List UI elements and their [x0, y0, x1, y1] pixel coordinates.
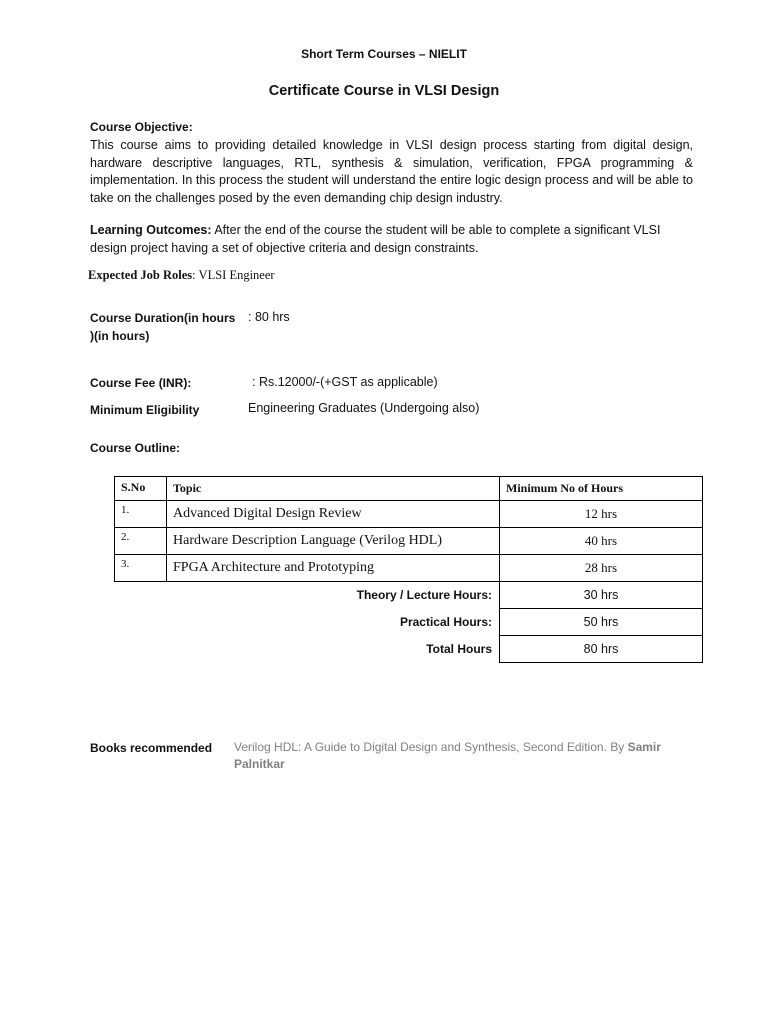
- row-sno: 2.: [115, 528, 167, 555]
- course-outline-table: [114, 476, 703, 663]
- row-hours: 12 hrs: [500, 501, 703, 528]
- summary-label: Total Hours: [426, 642, 492, 656]
- duration-label: Course Duration(in hours )(in hours): [90, 311, 236, 343]
- document-title: Certificate Course in VLSI Design: [268, 83, 500, 99]
- learning-outcomes: [90, 222, 693, 257]
- eligibility-label: Minimum Eligibility: [90, 403, 200, 417]
- summary-label: Theory / Lecture Hours:: [356, 588, 492, 603]
- row-sno: 1.: [115, 501, 167, 528]
- summary-hours: 30 hrs: [500, 582, 703, 609]
- row-topic: FPGA Architecture and Prototyping: [167, 555, 500, 582]
- table-row: [115, 528, 703, 555]
- table-row: [115, 501, 703, 528]
- summary-label: Practical Hours:: [399, 615, 492, 629]
- learning-outcomes-text: After the end of the course the student will be able to complete a significant VLSI design project having a set of objective criteria and design constraints.: [90, 223, 661, 255]
- outline-heading: Course Outline:: [90, 441, 181, 455]
- row-sno: 3.: [115, 555, 167, 582]
- duration-value: : 80 hrs: [248, 310, 290, 324]
- summary-row-practical: [115, 609, 703, 636]
- summary-row-total: [115, 636, 703, 663]
- row-hours: 28 hrs: [500, 555, 703, 582]
- objective-text: This course aims to providing detailed knowledge in VLSI design process starting from digital design, hardware descriptive languages, RTL, synthesis & simulation, verification, FPGA programming & implementation. In this process the student will understand the entire logic design process and will be able to take on the challenges posed by the even demanding chip design industry.: [90, 138, 693, 205]
- row-topic: Hardware Description Language (Verilog HDL): [167, 528, 500, 555]
- books-recommended: [234, 739, 704, 773]
- objective-heading: Course Objective:: [90, 120, 193, 134]
- summary-hours: 80 hrs: [500, 636, 703, 663]
- learning-outcomes-label: Learning Outcomes:: [90, 223, 212, 237]
- table-row: [115, 555, 703, 582]
- document-supertitle: Short Term Courses – NIELIT: [301, 47, 467, 61]
- job-roles: [88, 268, 275, 283]
- fee-value: : Rs.12000/-(+GST as applicable): [252, 375, 438, 389]
- eligibility-value: Engineering Graduates (Undergoing also): [248, 401, 480, 415]
- column-header-topic: Topic: [167, 477, 500, 501]
- row-topic: Advanced Digital Design Review: [167, 501, 500, 528]
- job-roles-label: Expected Job Roles: [88, 268, 193, 282]
- book-author: Samir Palnitkar: [234, 740, 661, 771]
- fee-label: Course Fee (INR):: [90, 376, 192, 390]
- books-label: Books recommended: [90, 741, 213, 755]
- summary-hours: 50 hrs: [500, 609, 703, 636]
- column-header-sno: S.No: [115, 477, 167, 501]
- book-title: Verilog HDL: A Guide to Digital Design and Synthesis, Second Edition. By: [234, 740, 628, 754]
- row-hours: 40 hrs: [500, 528, 703, 555]
- summary-row-theory: [115, 582, 703, 609]
- table-header-row: [115, 477, 703, 501]
- job-roles-value: : VLSI Engineer: [192, 268, 275, 282]
- column-header-hours: Minimum No of Hours: [500, 477, 703, 501]
